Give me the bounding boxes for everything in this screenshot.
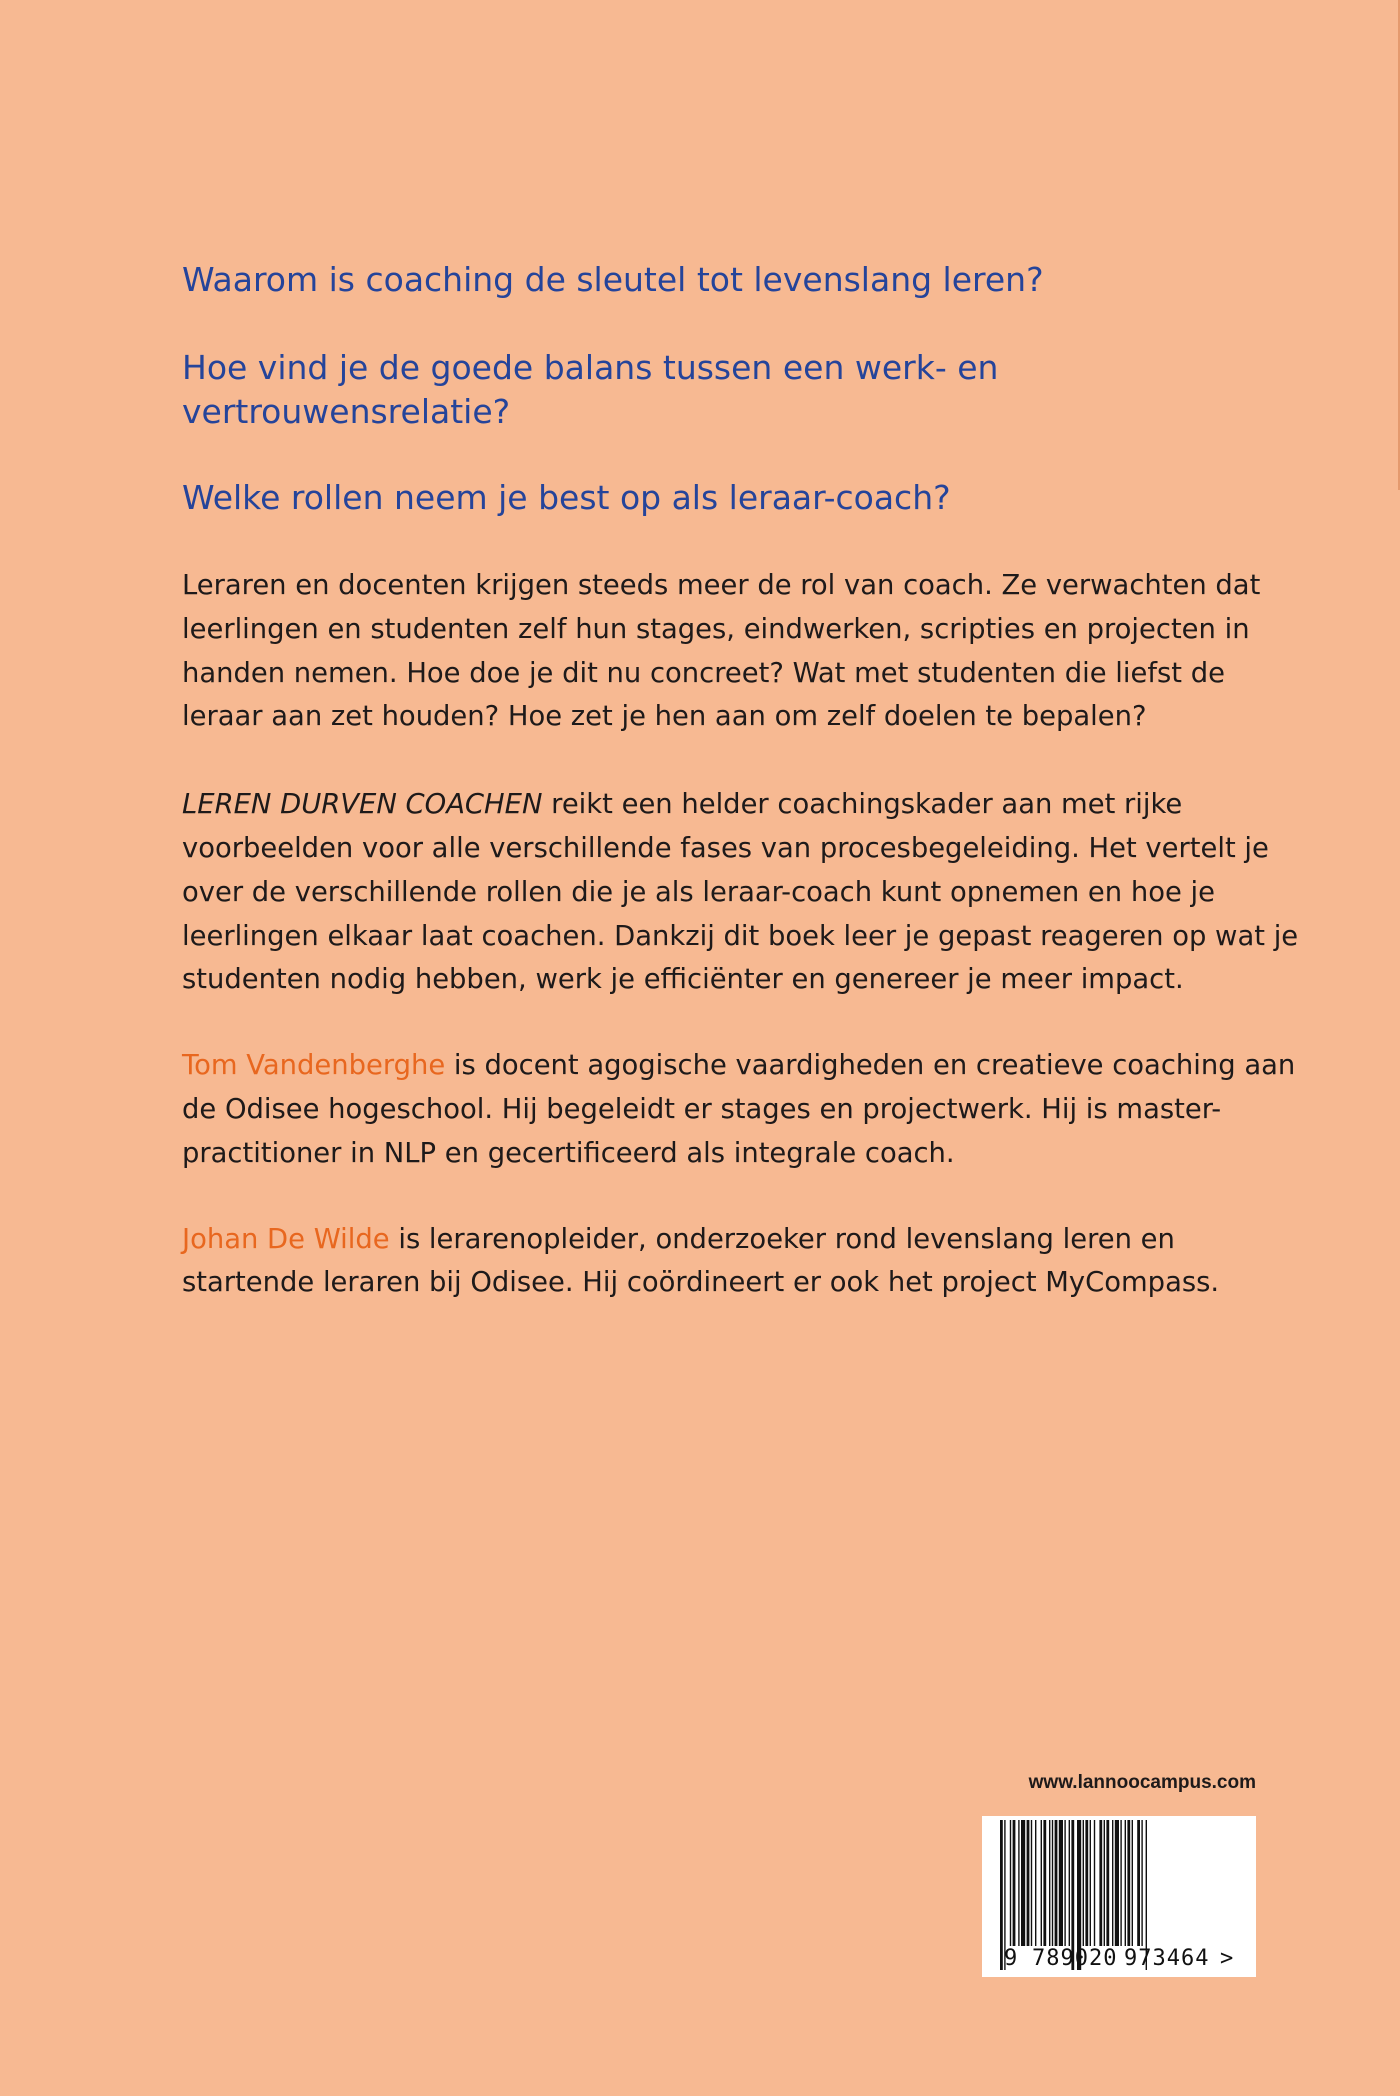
barcode-bar <box>1083 1820 1084 1946</box>
barcode-bar <box>1104 1820 1105 1946</box>
barcode-bar <box>1010 1820 1011 1946</box>
barcode-bar <box>1141 1820 1142 1946</box>
question-3: Welke rollen neem je best op als leraar-coach? <box>182 478 951 517</box>
barcode-bar <box>1041 1820 1042 1946</box>
isbn-left-group: 789020 <box>1032 1946 1118 1971</box>
back-cover-content <box>182 258 1302 1305</box>
barcode-bar <box>1090 1820 1091 1946</box>
barcode-bar <box>1021 1820 1025 1946</box>
barcode-bar <box>1027 1820 1030 1946</box>
isbn-barcode <box>982 1816 1256 1977</box>
barcode-bar <box>1069 1820 1070 1946</box>
question-2: Hoe vind je de goede balans tussen een werk- en vertrouwensrelatie? <box>182 348 999 431</box>
author-bio-johan <box>182 1218 1302 1306</box>
barcode-bar <box>1106 1820 1109 1946</box>
book-description-paragraph <box>182 783 1302 1002</box>
isbn-number <box>982 1946 1256 1974</box>
author-name-johan: Johan De Wilde <box>182 1223 390 1255</box>
barcode-bar <box>1064 1820 1065 1946</box>
barcode-bar <box>1137 1820 1140 1946</box>
barcode-bar <box>1052 1820 1053 1946</box>
barcode-bar <box>1031 1820 1032 1946</box>
barcode-bar <box>1094 1820 1095 1946</box>
intro-paragraph: Leraren en docenten krijgen steeds meer de rol van coach. Ze verwachten dat leerlingen en studenten zelf hun stages, eindwerken, scripties en projecten in handen nemen. Hoe doe je dit nu concreet? Wat met studenten die liefst de leraar aan zet houden? Hoe zet je hen aan om zelf doelen te bepalen? <box>182 570 1261 733</box>
barcode-bar <box>1035 1820 1036 1946</box>
barcode-bar <box>1049 1820 1050 1946</box>
barcode-bar <box>1013 1820 1016 1946</box>
barcode-bar <box>1125 1820 1126 1946</box>
barcode-bar <box>1127 1820 1130 1946</box>
publisher-website: www.lannoocampus.com <box>1028 1772 1256 1793</box>
barcode-bar <box>1018 1820 1019 1946</box>
isbn-quiet-zone-marker: > <box>1220 1946 1234 1971</box>
author-name-tom: Tom Vandenberghe <box>182 1050 446 1082</box>
barcode-bar <box>1115 1820 1119 1946</box>
barcode-bar <box>1099 1820 1102 1946</box>
question-1: Waarom is coaching de sleutel tot levenslang leren? <box>182 260 1044 299</box>
barcode-bar <box>1112 1820 1113 1946</box>
barcode-bar <box>1055 1820 1058 1946</box>
barcode-bar <box>1132 1820 1133 1946</box>
barcode-bar <box>1059 1820 1063 1946</box>
barcode-bar <box>1043 1820 1046 1946</box>
book-description-text: reikt een helder coachingskader aan met rijke voorbeelden voor alle verschillende fases van procesbegeleiding. Het vertelt je over de verschillende rollen die je als leraar-coach kunt opnemen en hoe je leerlingen elkaar laat coachen. Dankzij dit boek leer je gepast reageren op wat je studenten nodig hebben, werk je efficiënter en genereer je meer impact. <box>182 789 1299 996</box>
isbn-first-digit: 9 <box>1004 1946 1018 1971</box>
author-bio-text-johan: is lerarenopleider, onderzoeker rond levenslang leren en startende leraren bij Odisee. Hij coördineert er ook het project MyCompass. <box>182 1223 1220 1299</box>
isbn-right-group: 973464 <box>1124 1946 1210 1971</box>
book-title: LEREN DURVEN COACHEN <box>182 789 543 821</box>
barcode-bar <box>1120 1820 1121 1946</box>
barcode-bar <box>1085 1820 1088 1946</box>
author-bio-text-tom: is docent agogische vaardigheden en creatieve coaching aan de Odisee hogeschool. Hij begeleidt er stages en projectwerk. Hij is master-practitioner in NLP en gecertificeerd als integrale coach. <box>182 1050 1296 1169</box>
author-bio-tom <box>182 1044 1302 1175</box>
